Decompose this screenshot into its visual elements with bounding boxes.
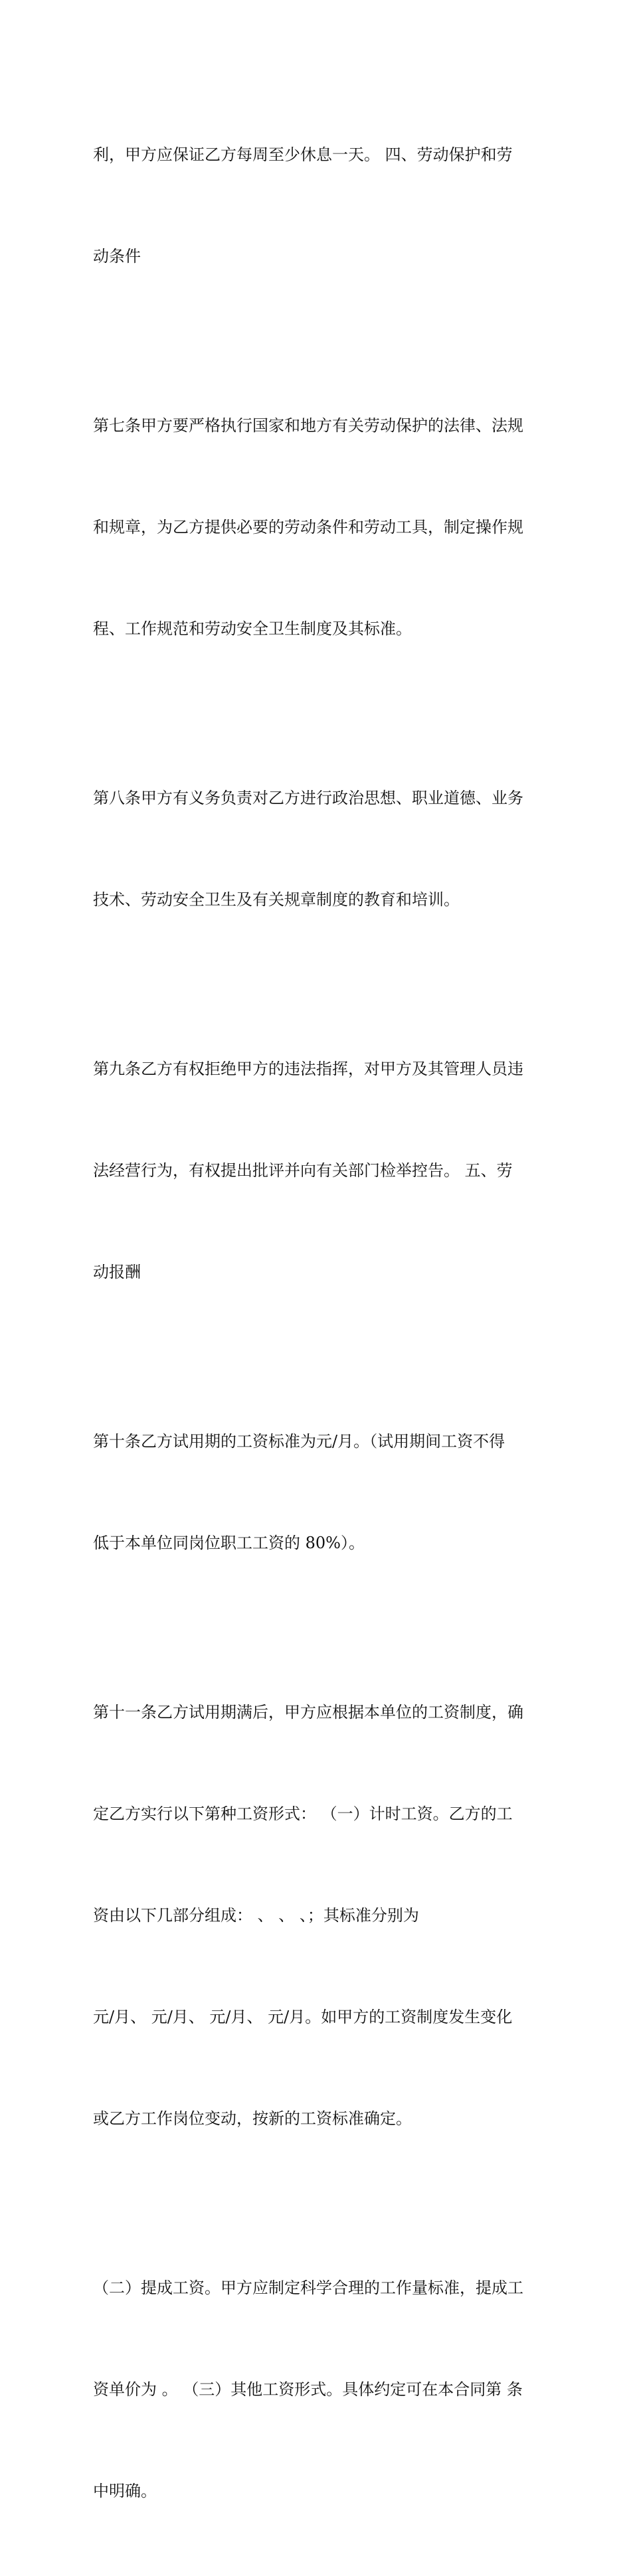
document-body [93, 70, 551, 2576]
paragraph-article-9 [93, 985, 551, 1357]
paragraph-article-10 [93, 1357, 551, 1628]
paragraph-rest-days [93, 70, 551, 341]
text-line: 利，甲方应保证乙方每周至少休息一天。 四、劳动保护和劳 [93, 145, 513, 164]
text-line: 第七条甲方要严格执行国家和地方有关劳动保护的法律、法规 [93, 416, 523, 435]
text-line: 第九条乙方有权拒绝甲方的违法指挥，对甲方及其管理人员违 [93, 1060, 523, 1078]
text-line: 低于本单位同岗位职工工资的 80%）。 [93, 1534, 365, 1552]
text-line: 资单价为 。 （三）其他工资形式。具体约定可在本合同第 条 [93, 2380, 523, 2399]
paragraph-commission-wage [93, 2204, 551, 2576]
text-line: 和规章，为乙方提供必要的劳动条件和劳动工具，制定操作规 [93, 518, 523, 536]
text-line: 法经营行为，有权提出批评并向有关部门检举控告。 五、劳 [93, 1161, 513, 1180]
text-line: 资由以下几部分组成： 、 、 、；其标准分别为 [93, 1906, 419, 1925]
text-line: 中明确。 [93, 2482, 157, 2500]
text-line: 程、工作规范和劳动安全卫生制度及其标准。 [93, 619, 412, 638]
text-line: （二）提成工资。甲方应制定科学合理的工作量标准，提成工 [93, 2279, 523, 2297]
text-line: 定乙方实行以下第种工资形式： （一）计时工资。乙方的工 [93, 1805, 513, 1823]
text-line: 技术、劳动安全卫生及有关规章制度的教育和培训。 [93, 890, 460, 909]
text-line: 元/月、 元/月、 元/月、 元/月。如甲方的工资制度发生变化 [93, 2008, 513, 2026]
text-line: 第十条乙方试用期的工资标准为元/月。（试用期间工资不得 [93, 1432, 505, 1451]
text-line: 第八条甲方有义务负责对乙方进行政治思想、职业道德、业务 [93, 789, 523, 807]
paragraph-article-8 [93, 714, 551, 985]
text-line: 或乙方工作岗位变动，按新的工资标准确定。 [93, 2109, 412, 2128]
text-line: 第十一条乙方试用期满后，甲方应根据本单位的工资制度，确 [93, 1703, 523, 1722]
text-line: 动报酬 [93, 1263, 141, 1281]
paragraph-article-11 [93, 1628, 551, 2204]
text-line: 动条件 [93, 247, 141, 266]
paragraph-article-7 [93, 341, 551, 714]
